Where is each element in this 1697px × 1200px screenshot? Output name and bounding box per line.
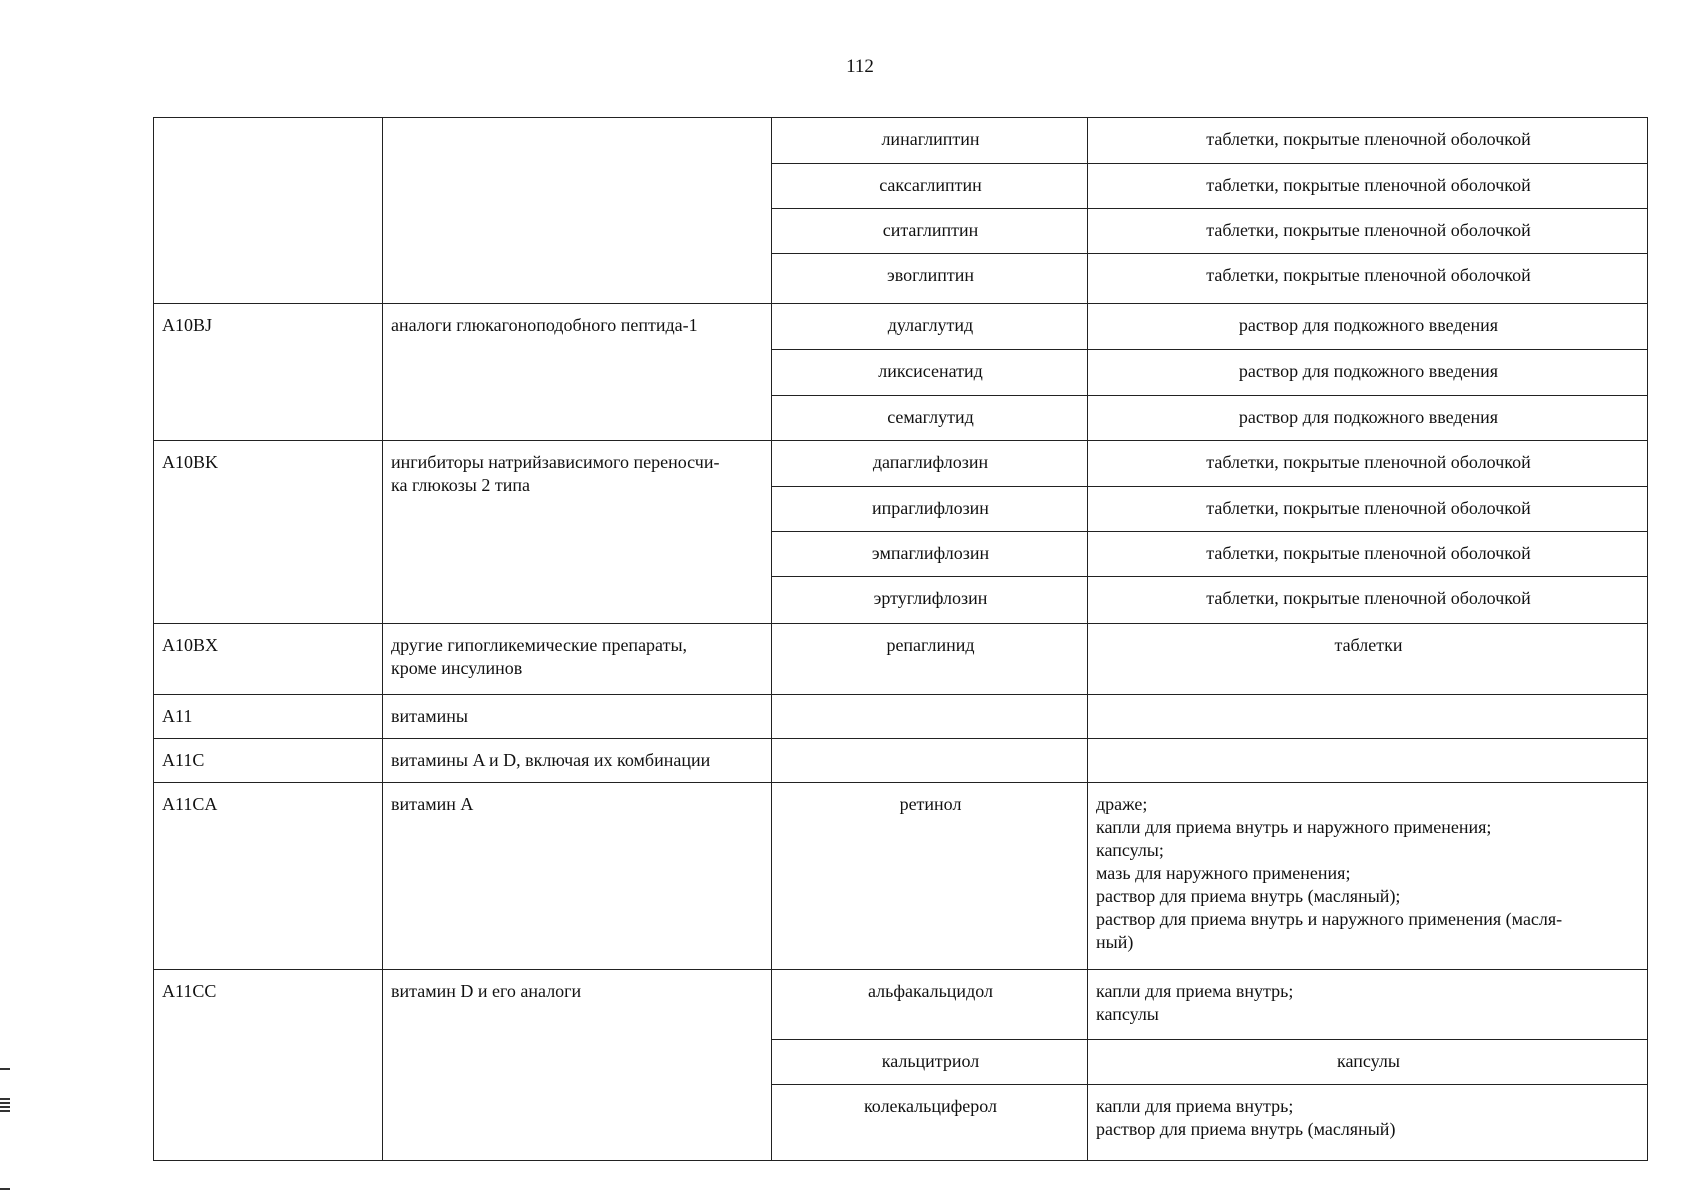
- atc-code-cell: A10BK: [154, 441, 383, 624]
- table-row: [154, 624, 1648, 695]
- dosage-form-line: таблетки, покрытые пленочной оболочкой: [1206, 129, 1531, 149]
- dosage-form-cell: [1088, 487, 1648, 532]
- anatomical-therapeutic-group-cell: витамин D и его аналоги: [383, 970, 772, 1161]
- drug-name-cell: эвоглиптин: [772, 254, 1088, 304]
- drug-classification-table: [153, 117, 1648, 1161]
- dosage-form-cell: [1088, 304, 1648, 350]
- drug-name-cell: [772, 739, 1088, 783]
- drug-name-cell: саксаглиптин: [772, 164, 1088, 209]
- atc-code-cell: A10BX: [154, 624, 383, 695]
- dosage-form-line: капли для приема внутрь;: [1096, 1096, 1294, 1116]
- table-row: [154, 739, 1648, 783]
- dosage-form-line: раствор для приема внутрь (масляный);: [1096, 886, 1401, 906]
- scan-mark: [0, 1098, 10, 1100]
- anatomical-therapeutic-group-cell: аналоги глюкагоноподобного пептида-1: [383, 304, 772, 441]
- dosage-form-cell: [1088, 532, 1648, 577]
- dosage-form-cell: [1088, 350, 1648, 396]
- table-row: [154, 304, 1648, 350]
- dosage-form-line: таблетки, покрытые пленочной оболочкой: [1206, 452, 1531, 472]
- dosage-form-line: капли для приема внутрь и наружного применения;: [1096, 817, 1492, 837]
- dosage-form-line: капсулы: [1337, 1051, 1400, 1071]
- dosage-form-cell: [1088, 624, 1648, 695]
- atc-code-cell: A11: [154, 695, 383, 739]
- drug-name-cell: ретинол: [772, 783, 1088, 970]
- dosage-form-cell: [1088, 783, 1648, 970]
- atc-code-cell: A11C: [154, 739, 383, 783]
- dosage-form-line: раствор для подкожного введения: [1238, 315, 1499, 335]
- drug-name-cell: колекальциферол: [772, 1085, 1088, 1161]
- drug-name-cell: альфакальцидол: [772, 970, 1088, 1040]
- anatomical-therapeutic-group-cell: ингибиторы натрийзависимого переносчи- ка глюкозы 2 типа: [383, 441, 772, 624]
- scan-mark: [0, 1102, 10, 1104]
- dosage-form-line: капсулы;: [1096, 840, 1164, 860]
- dosage-form-cell: [1088, 396, 1648, 441]
- scan-mark: [0, 1106, 10, 1108]
- dosage-form-line: таблетки, покрытые пленочной оболочкой: [1206, 220, 1531, 240]
- table-body: [154, 118, 1648, 1161]
- dosage-form-cell: [1088, 695, 1648, 739]
- page-number: 112: [846, 56, 874, 77]
- drug-name-cell: линаглиптин: [772, 118, 1088, 164]
- dosage-form-line: таблетки, покрытые пленочной оболочкой: [1206, 175, 1531, 195]
- drug-name-cell: [772, 695, 1088, 739]
- dosage-form-line: таблетки, покрытые пленочной оболочкой: [1206, 588, 1531, 608]
- dosage-form-cell: [1088, 254, 1648, 304]
- dosage-form-cell: [1088, 1085, 1648, 1161]
- drug-name-cell: семаглутид: [772, 396, 1088, 441]
- dosage-form-line: раствор для подкожного введения: [1238, 407, 1499, 427]
- drug-name-cell: дапаглифлозин: [772, 441, 1088, 487]
- scan-mark: [0, 1068, 10, 1070]
- table-row: [154, 970, 1648, 1040]
- atc-code-cell: [154, 118, 383, 304]
- anatomical-therapeutic-group-cell: витамины A и D, включая их комбинации: [383, 739, 772, 783]
- anatomical-therapeutic-group-cell: витамин A: [383, 783, 772, 970]
- scan-mark: [0, 1188, 10, 1190]
- table-row: [154, 695, 1648, 739]
- atc-code-cell: A11CC: [154, 970, 383, 1161]
- dosage-form-line: таблетки, покрытые пленочной оболочкой: [1206, 265, 1531, 285]
- drug-name-cell: эртуглифлозин: [772, 577, 1088, 624]
- scan-mark: [0, 1110, 10, 1112]
- dosage-form-cell: [1088, 970, 1648, 1040]
- atc-code-cell: A10BJ: [154, 304, 383, 441]
- anatomical-therapeutic-group-cell: [383, 118, 772, 304]
- anatomical-therapeutic-group-cell: витамины: [383, 695, 772, 739]
- dosage-form-cell: [1088, 441, 1648, 487]
- table-row: [154, 118, 1648, 164]
- drug-name-cell: репаглинид: [772, 624, 1088, 695]
- dosage-form-line: таблетки, покрытые пленочной оболочкой: [1206, 543, 1531, 563]
- dosage-form-line: таблетки, покрытые пленочной оболочкой: [1206, 498, 1531, 518]
- drug-name-cell: эмпаглифлозин: [772, 532, 1088, 577]
- atc-code-cell: A11CA: [154, 783, 383, 970]
- dosage-form-line: раствор для приема внутрь и наружного применения (масля-: [1096, 909, 1563, 929]
- dosage-form-line: мазь для наружного применения;: [1096, 863, 1351, 883]
- dosage-form-cell: [1088, 577, 1648, 624]
- dosage-form-cell: [1088, 118, 1648, 164]
- dosage-form-line: ный): [1096, 932, 1134, 952]
- dosage-form-line: драже;: [1096, 794, 1148, 814]
- table-row: [154, 783, 1648, 970]
- drug-name-cell: дулаглутид: [772, 304, 1088, 350]
- dosage-form-line: капсулы: [1096, 1004, 1159, 1024]
- dosage-form-line: раствор для подкожного введения: [1238, 361, 1499, 381]
- dosage-form-line: раствор для приема внутрь (масляный): [1096, 1119, 1396, 1139]
- anatomical-therapeutic-group-cell: другие гипогликемические препараты, кроме инсулинов: [383, 624, 772, 695]
- dosage-form-cell: [1088, 209, 1648, 254]
- drug-name-cell: ликсисенатид: [772, 350, 1088, 396]
- drug-name-cell: кальцитриол: [772, 1040, 1088, 1085]
- dosage-form-cell: [1088, 164, 1648, 209]
- dosage-form-cell: [1088, 1040, 1648, 1085]
- dosage-form-line: таблетки: [1334, 635, 1403, 655]
- drug-name-cell: ипраглифлозин: [772, 487, 1088, 532]
- dosage-form-line: капли для приема внутрь;: [1096, 981, 1294, 1001]
- drug-name-cell: ситаглиптин: [772, 209, 1088, 254]
- table-row: [154, 441, 1648, 487]
- dosage-form-cell: [1088, 739, 1648, 783]
